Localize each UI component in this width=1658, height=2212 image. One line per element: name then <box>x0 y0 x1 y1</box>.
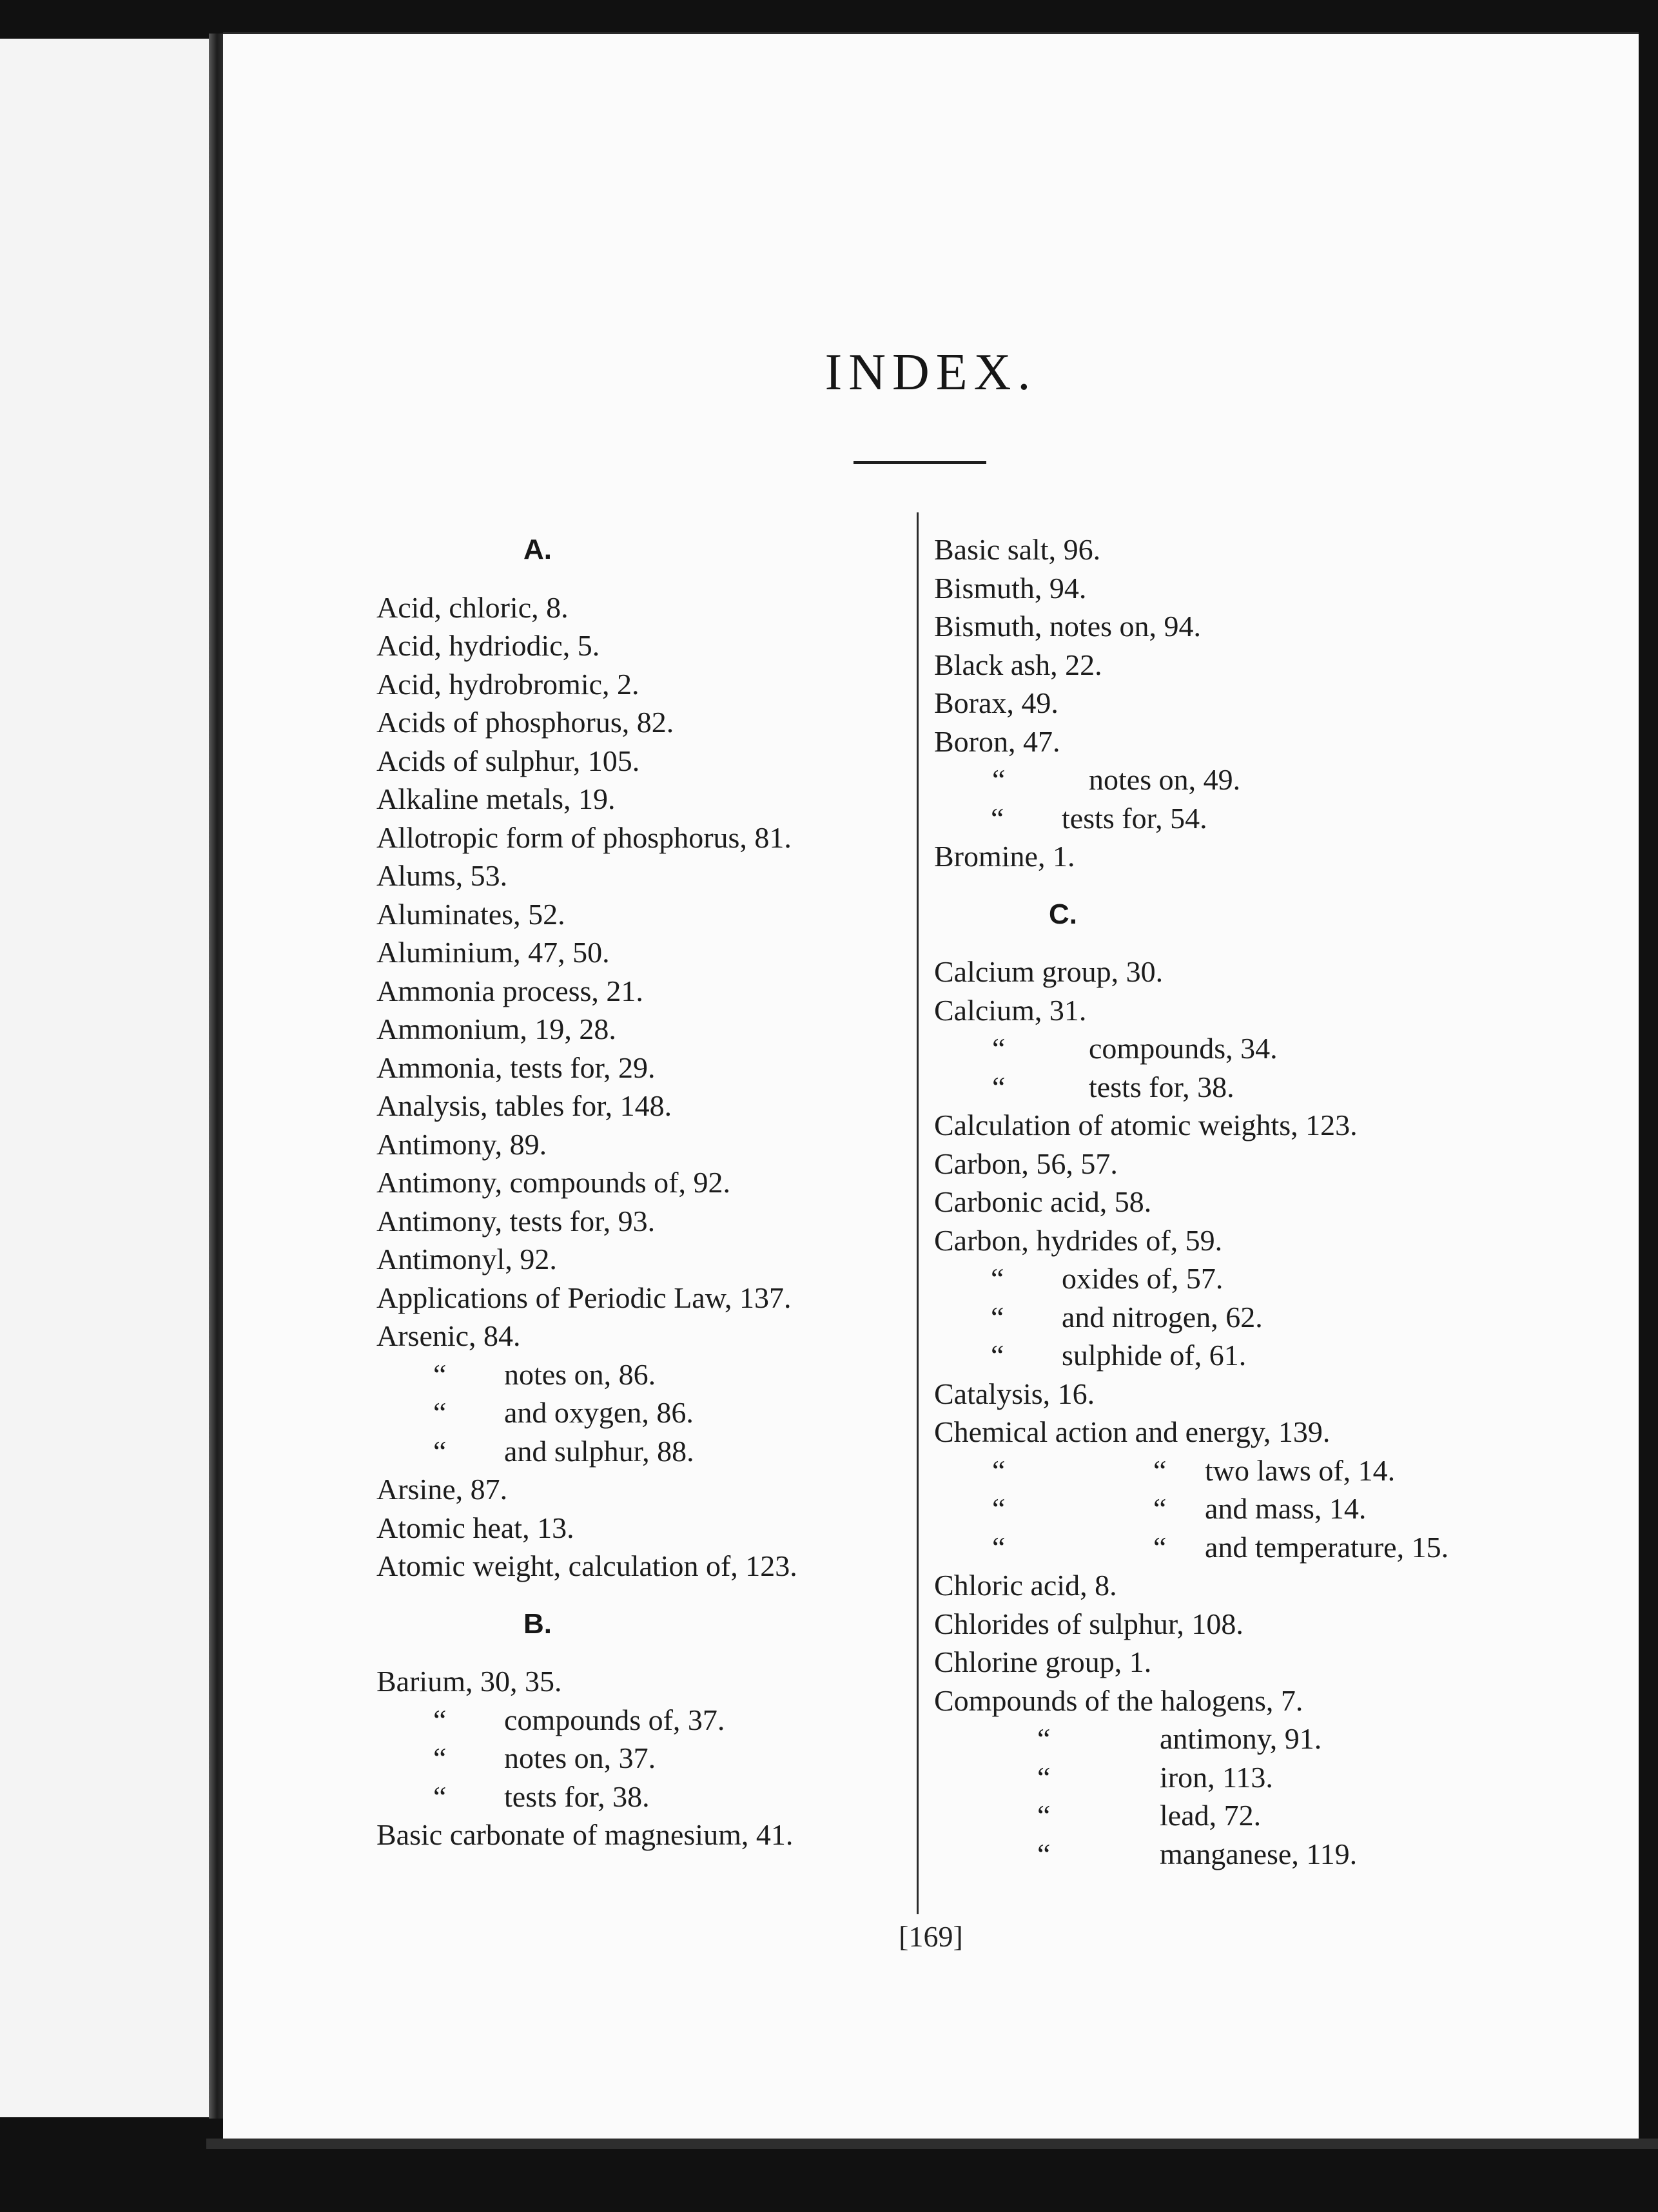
index-subentry <box>376 1393 924 1432</box>
index-entry: Acid, hydriodic, 5. <box>376 629 600 662</box>
index-entry: Acids of phosphorus, 82. <box>376 706 674 739</box>
ditto-mark: “ <box>992 1032 1006 1065</box>
index-subentry <box>376 1355 924 1394</box>
ditto-mark: “ <box>1153 1492 1167 1525</box>
subentry-text: compounds, 34. <box>1089 1032 1278 1065</box>
ditto-mark: “ <box>433 1741 447 1774</box>
index-entry: Bismuth, notes on, 94. <box>934 610 1202 643</box>
index-subentry <box>934 1029 1617 1068</box>
page-title: INDEX. <box>824 344 1037 401</box>
title-rule <box>853 461 986 464</box>
page-number: [169] <box>899 1920 963 1953</box>
index-subentry <box>934 1068 1617 1107</box>
ditto-mark: “ <box>433 1780 447 1813</box>
index-subentry <box>934 1489 1617 1528</box>
index-subentry <box>934 1259 1617 1298</box>
index-subentry <box>934 1336 1617 1375</box>
index-entry: Alkaline metals, 19. <box>376 782 616 815</box>
subentry-text: and mass, 14. <box>1205 1492 1367 1525</box>
index-entry: Catalysis, 16. <box>934 1377 1095 1410</box>
index-subentry <box>934 1758 1617 1797</box>
index-entry: Calcium group, 30. <box>934 955 1164 988</box>
index-entry: Antimonyl, 92. <box>376 1243 557 1276</box>
ditto-mark: “ <box>992 1453 1006 1487</box>
index-entry: Basic carbonate of magnesium, 41. <box>376 1818 794 1851</box>
index-entry: Ammonia process, 21. <box>376 974 643 1007</box>
ditto-mark: “ <box>433 1396 447 1429</box>
ditto-mark: “ <box>992 1492 1006 1525</box>
index-entry: Applications of Periodic Law, 137. <box>376 1281 792 1314</box>
index-entry: Arsenic, 84. <box>376 1319 521 1352</box>
ditto-mark: “ <box>433 1703 447 1736</box>
index-entry: Alums, 53. <box>376 859 508 892</box>
index-entry: Calculation of atomic weights, 123. <box>934 1109 1358 1141</box>
subentry-text: and temperature, 15. <box>1205 1530 1449 1564</box>
subentry-text: sulphide of, 61. <box>1062 1339 1247 1372</box>
ditto-mark: “ <box>991 1300 1004 1334</box>
subentry-text: manganese, 119. <box>1160 1837 1358 1870</box>
index-entry: Chlorides of sulphur, 108. <box>934 1607 1244 1640</box>
section-heading-c: C. <box>1049 898 1077 930</box>
subentry-text: lead, 72. <box>1160 1799 1262 1832</box>
ditto-mark: “ <box>991 801 1004 835</box>
index-subentry <box>376 1701 924 1740</box>
index-entry: Analysis, tables for, 148. <box>376 1089 672 1122</box>
index-entry: Carbon, hydrides of, 59. <box>934 1223 1223 1257</box>
subentry-text: iron, 113. <box>1160 1760 1273 1794</box>
index-subentry <box>934 799 1617 838</box>
section-heading-b: B. <box>523 1607 552 1640</box>
index-subentry <box>376 1432 924 1471</box>
subentry-text: tests for, 54. <box>1062 801 1207 835</box>
index-entry: Carbonic acid, 58. <box>934 1185 1152 1218</box>
ditto-mark: “ <box>991 1339 1004 1372</box>
index-subentry <box>934 1528 1617 1567</box>
index-entry: Aluminium, 47, 50. <box>376 936 610 969</box>
index-entry: Chemical action and energy, 139. <box>934 1415 1331 1448</box>
index-entry: Aluminates, 52. <box>376 897 565 931</box>
ditto-mark: “ <box>1037 1837 1051 1870</box>
index-entry: Chlorine group, 1. <box>934 1645 1152 1678</box>
index-entry: Arsine, 87. <box>376 1473 508 1506</box>
ditto-mark: “ <box>992 763 1006 796</box>
index-subentry <box>934 1835 1617 1874</box>
index-entry: Atomic weight, calculation of, 123. <box>376 1549 797 1582</box>
index-entry: Ammonium, 19, 28. <box>376 1013 616 1045</box>
index-entry: Acid, chloric, 8. <box>376 590 569 624</box>
subentry-text: antimony, 91. <box>1160 1722 1322 1755</box>
index-subentry <box>934 1720 1617 1758</box>
index-entry: Acid, hydrobromic, 2. <box>376 667 639 701</box>
index-subentry <box>376 1778 924 1816</box>
index-entry: Borax, 49. <box>934 686 1058 719</box>
ditto-mark: “ <box>992 1070 1006 1103</box>
subentry-text: tests for, 38. <box>1089 1070 1234 1103</box>
subentry-text: compounds of, 37. <box>504 1703 725 1736</box>
index-column-right <box>934 530 1617 1873</box>
index-entry: Boron, 47. <box>934 724 1060 758</box>
subentry-text: notes on, 86. <box>504 1357 656 1391</box>
index-page <box>223 32 1639 2140</box>
subentry-text: notes on, 37. <box>504 1741 656 1774</box>
index-entry: Basic salt, 96. <box>934 533 1101 566</box>
index-entry: Atomic heat, 13. <box>376 1511 574 1544</box>
index-entry: Barium, 30, 35. <box>376 1665 562 1698</box>
page-bottom-edge <box>206 2139 1658 2149</box>
index-entry: Compounds of the halogens, 7. <box>934 1683 1303 1717</box>
subentry-text: notes on, 49. <box>1089 763 1241 796</box>
facing-page-edge <box>0 39 211 2117</box>
subentry-text: oxides of, 57. <box>1062 1262 1224 1295</box>
ditto-mark: “ <box>1037 1722 1051 1755</box>
index-entry: Black ash, 22. <box>934 648 1102 681</box>
subentry-text: and nitrogen, 62. <box>1062 1300 1263 1334</box>
ditto-mark: “ <box>1037 1799 1051 1832</box>
index-entry: Ammonia, tests for, 29. <box>376 1051 656 1084</box>
index-subentry <box>934 1451 1617 1490</box>
index-column-left <box>376 530 924 1854</box>
index-entry: Acids of sulphur, 105. <box>376 744 640 777</box>
ditto-mark: “ <box>1153 1530 1167 1564</box>
index-subentry <box>934 761 1617 799</box>
index-entry: Bromine, 1. <box>934 840 1075 873</box>
index-entry: Carbon, 56, 57. <box>934 1147 1118 1180</box>
ditto-mark: “ <box>433 1357 447 1391</box>
ditto-mark: “ <box>991 1262 1004 1295</box>
index-entry: Bismuth, 94. <box>934 571 1087 605</box>
subentry-text: and sulphur, 88. <box>504 1434 694 1468</box>
ditto-mark: “ <box>1037 1760 1051 1794</box>
index-entry: Antimony, tests for, 93. <box>376 1204 656 1237</box>
ditto-mark: “ <box>433 1434 447 1468</box>
subentry-text: and oxygen, 86. <box>504 1396 694 1429</box>
index-entry: Antimony, compounds of, 92. <box>376 1166 730 1199</box>
index-entry: Allotropic form of phosphorus, 81. <box>376 820 792 854</box>
index-entry: Antimony, 89. <box>376 1127 547 1161</box>
index-subentry <box>376 1739 924 1778</box>
ditto-mark: “ <box>1153 1453 1167 1487</box>
ditto-mark: “ <box>992 1530 1006 1564</box>
index-entry: Calcium, 31. <box>934 993 1087 1027</box>
index-subentry <box>934 1796 1617 1835</box>
section-heading-a: A. <box>523 534 552 565</box>
index-subentry <box>934 1298 1617 1337</box>
subentry-text: two laws of, 14. <box>1205 1453 1396 1487</box>
index-entry: Chloric acid, 8. <box>934 1569 1117 1602</box>
subentry-text: tests for, 38. <box>504 1780 650 1813</box>
